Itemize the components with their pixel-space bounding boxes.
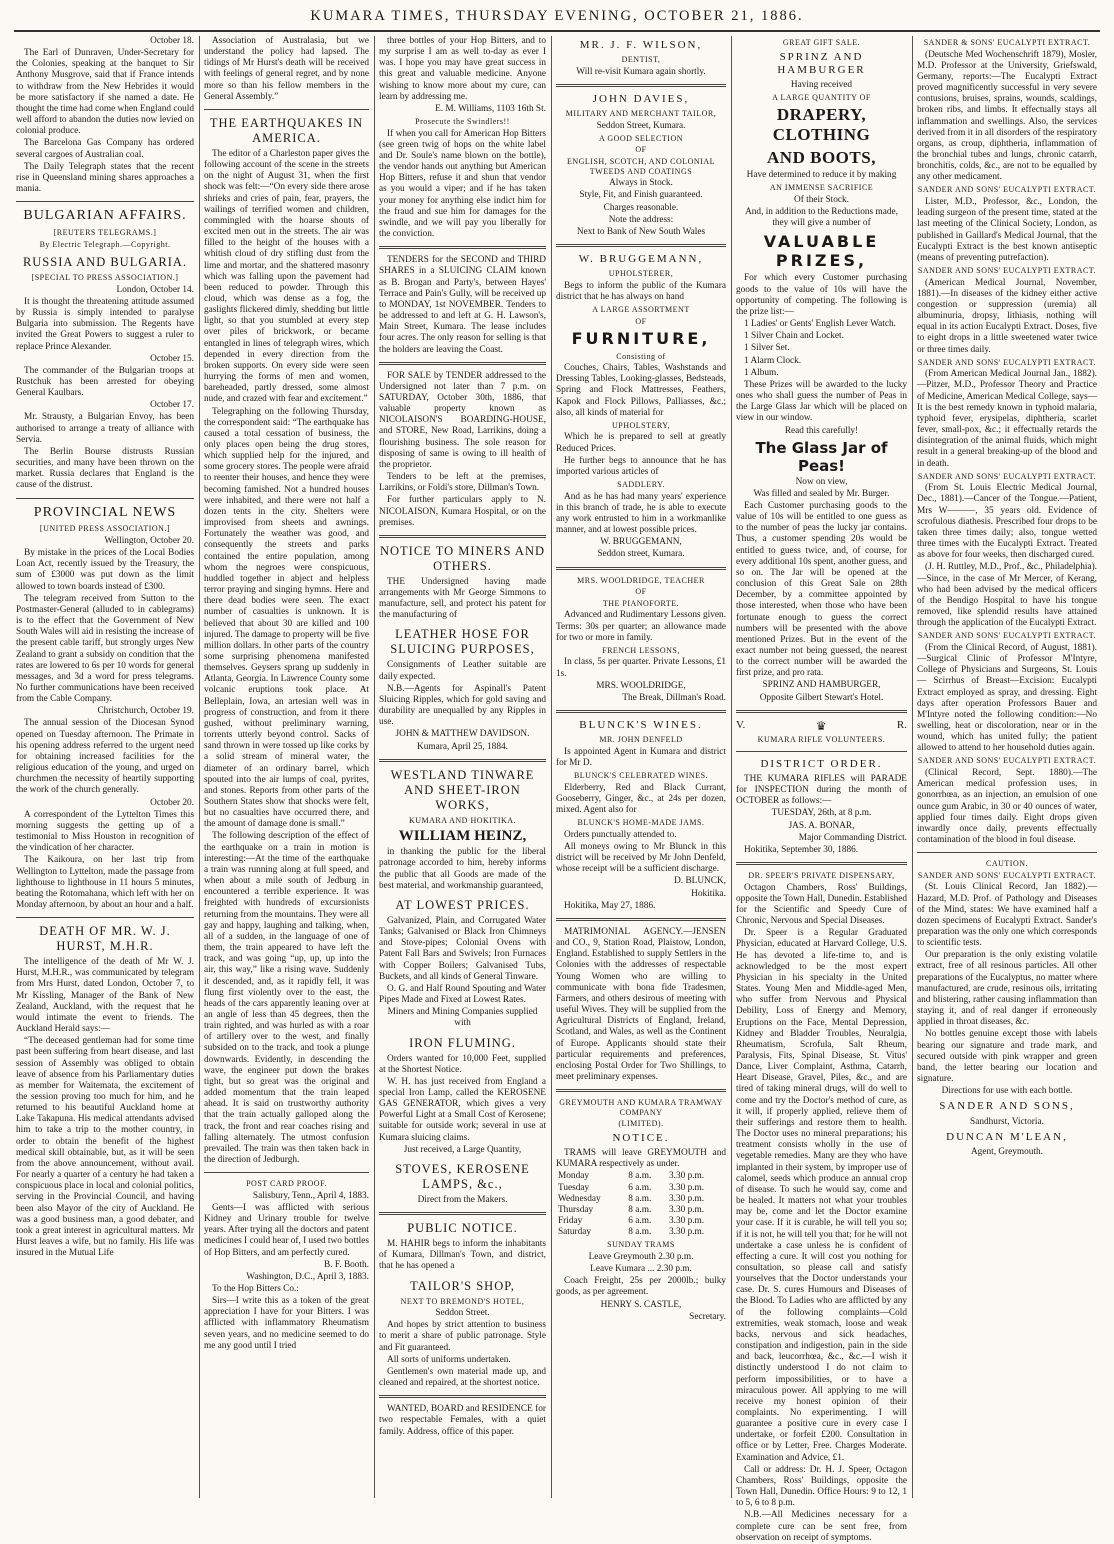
column-4	[556, 36, 726, 1498]
paragraph: Was filled and sealed by Mr. Burger.	[753, 488, 890, 499]
subhead: BLUNCK'S CELEBRATED WINES.	[573, 771, 709, 781]
masthead-rule	[14, 30, 1100, 32]
dateline: Kumara, April 25, 1884.	[417, 741, 508, 752]
subhead: AN IMMENSE SACRIFICE	[769, 183, 874, 193]
paragraph: These Prizes will be awarded to the lucky ones who shall guess the number of Peas in the Large Glass Jar which will be placed on view in our window.	[736, 379, 907, 424]
paragraph: And hopes by strict attention to business to merit a share of public patronage. Style and Fit guaranteed.	[379, 1320, 546, 1353]
paragraph: Telegraphing on the following Thursday, the correspondent said: “The earthquake has caused a total cessation of business, the only places open being the drug stores, which supplied help for the injured, and some grocery stores. The people were afraid to reenter their houses, and hence they were becoming famished. Not a hundred houses were inhabited, and there were not half a dozen tents in the city. Shelters were improvised from sheets and awnings. Fortunately the weather was good, and consequently the streets and parks contained the entire population, among whom the negroes were conspicuous, huddled together in abject and helpless terror praying and singing hymns. Here and there dead bodies were seen. The exact number of casualties is unknown. It is believed that about 30 are killed and 100 injured. The damage to property will be five million dollars. In other parts of the country some surprising phenomena manifested themselves. Geysers sprang up suddenly in Atlanta, Georgia. In Lawrence County some volcanic eruptions took place. At Belleplain, Iowa, an artesian well was in progress of construction, and from it there gushed, without preliminary warning, torrents utterly beyond control. Sacks of sand thrown in were tossed up like corks by a solid stream of mineral water, the diameter of an ordinary barrel, which spouted into the air lumps of coal, pyrites, and stones. Reports from other parts of the Southern States show that shocks were felt, but no casualties have occurred there, and the amount of damage done is small.”	[204, 406, 369, 830]
paragraph: All sorts of uniforms undertaken.	[387, 1354, 511, 1365]
paragraph: three bottles of your Hop Bitters, and to my surprise I am as well to-day as ever I was. I hope you may have great success in this great and valuable medicine. Anyone wishing to know more about my cure, can learn by addressing me.	[379, 36, 546, 102]
paragraph: Elderberry, Red and Black Currant, Gooseberry, Ginger, &c., at 24s per dozen, mixed. Agent also for	[556, 782, 726, 816]
subhead: OF	[635, 316, 647, 326]
paragraph: For further particulars apply to N. NICOLAISON, Kumara Hospital, or on the premises.	[379, 495, 546, 528]
paragraph: THE KUMARA RIFLES will PARADE for INSPECTION during the month of OCTOBER as follows:—	[736, 773, 907, 807]
signature: JOHN & MATTHEW DAVIDSON.	[395, 729, 530, 740]
paragraph: Octagon Chambers, Ross' Buildings, opposite the Town Hall, Dunedin. Established for the Scientific and Speedy Cure of Chronic, Nervous and Special Diseases.	[736, 882, 907, 927]
paragraph: N.B.—All Medicines necessary for a complete cure can be sent free, from observation on receipt of symptoms.	[736, 1510, 907, 1543]
headline: LEATHER HOSE FOR SLUICING PURPOSES,	[390, 627, 535, 657]
paragraph: The commander of the Bulgarian troops at Rustchuk has been arrested for obeying General Kaulbars.	[16, 365, 194, 399]
headline: PUBLIC NOTICE.	[407, 1221, 518, 1236]
list-item: 1 Album.	[744, 367, 779, 378]
paragraph: Association of Australasia, but we understand the policy had lapsed. The tidings of Mr Hurst's death will be received with feelings of general regret, and by none more so than his fellow members in the General Assembly.”	[204, 36, 369, 102]
headline: WESTLAND TINWARE AND SHEET-IRON WORKS,	[390, 767, 535, 812]
headline: BULGARIAN AFFAIRS.	[23, 208, 187, 224]
paragraph: Each Customer purchasing goods to the value of 10s will be entitled to one guess as to the number of peas the lucky jar contains. Thus, a customer spending 20s would be entitled to guess twice, and, of course, for every additional 10s spent, another guess, and so on. The Jar will be opened at the conclusion of this Great Sale on 28th December, by a committee appointed by those interested, when those who have been fortunate enough to guess the correct numbers will be presented with the above mentioned Prizes. But in the event of the exact number not being guessed, the nearest to the correct number will be awarded the first prize, and pro rata.	[736, 500, 907, 679]
subhead: By Electric Telegraph.—Copyright.	[39, 239, 171, 249]
paragraph: Leave Greymouth 2.30 p.m.	[588, 1251, 694, 1262]
subhead: MILITARY AND MERCHANT TAILOR,	[565, 109, 717, 119]
column-2	[204, 36, 369, 1498]
paragraph: N.B.—Agents for Aspinall's Patent Sluicing Ripples, which for gold saving and durability are unequalled by any Ripples in use.	[379, 683, 546, 728]
signature: HENRY S. CASTLE,	[600, 1299, 682, 1310]
paragraph: By mistake in the prices of the Local Bodies Loan Act, recently issued by the Treasury, the sum of £3000 was put down as the limit allowed to town boards instead of £300.	[16, 548, 194, 592]
divider	[379, 1212, 546, 1215]
divider	[204, 1172, 369, 1173]
paragraph: The following description of the effect of the earthquake on a train in motion is interesting:—At the time of the earthquake a train was running along at full speed, and when about a mile south of Jedburg in encountered a terrible experience. It was freighted with hundreds of excursionists returning from the mountains. They were all gay and happy, laughing and talking, when, all of a sudden, in the language of one of them, the train appeared to have left the track, and was going “up, up, up into the air, this way,” like a rising wave. Suddenly it descended, and, as it rapidly fell, it was flung first violently over to the east, the heads of the cars apparently leaning over at an angle of less than 45 degrees, then the train righted, and was hurled as with a roar of artillery over to the west, and finally subsided on to the track, and took a plunge downwards. Evidently, in descending the wave, the engineer put down the brakes tight, but so great was the original and added momentum that the train leaped ahead. It is said on trustworthy authority that the train actually galloped along the track, the front and rear coaches rising and falling alternately. The utmost confusion prevailed. The train was then taken back in the direction of Jedburgh.	[204, 831, 369, 1165]
paragraph: The Berlin Bourse distrusts Russian securities, and many have been thrown on the market. Russia declares that England is the cause of the distrust.	[16, 446, 194, 491]
paragraph: The editor of a Charleston paper gives the following account of the scene in the streets on the night of August 31, when the first shock was felt:—“On every side there arose shrieks and cries of pain, fear, prayers, the wailings of terrified women and children, commingled with the hoarse shouts of excited men out in the streets. The air was filled to the height of the houses with a whitish cloud of dry stifling dust from the lime and mortar, and the shattered masonry which was falling upon the pavement had been reduced to powder. Through this cloud, which was dense as a fog, the gaslights flickered dimly, shedding but little light, so that you stumbled at every step over piles of brickwork, or became entangled in lines of telegraph wires, which depended in every direction from the broken supports. On every side were seen hurrying the forms of men and women, bareheaded, partly dressed, some almost nude, and crazed with fear and excitement.”	[204, 148, 369, 405]
masthead: KUMARA TIMES, THURSDAY EVENING, OCTOBER 21, 1886.	[310, 8, 804, 24]
subhead: (LIMITED).	[618, 1119, 664, 1129]
divider	[556, 84, 726, 87]
paragraph: in thanking the public for the liberal patronage accorded to him, hereby informs the public that all Goods are made of the best material, and workmanship guaranteed,	[379, 847, 546, 891]
dateline: October 17.	[150, 400, 194, 411]
table-row: Saturday 8 a.m. 3.30 p.m.	[558, 1227, 705, 1238]
column-6	[917, 36, 1097, 1498]
subhead: OF	[635, 145, 647, 155]
paragraph: The Break, Dillman's Road.	[622, 692, 726, 703]
list-item: 1 Silver Chain and Locket.	[744, 331, 844, 342]
paragraph: Direct from the Makers.	[417, 1194, 508, 1205]
paragraph: Next to Bank of New South Wales	[576, 226, 706, 237]
subhead: SADDLERY.	[617, 480, 665, 490]
subhead: UPHOLSTERY,	[611, 420, 671, 430]
paragraph: Seddon Street.	[435, 1308, 490, 1319]
paragraph: The annual session of the Diocesan Synod opened on Tuesday afternoon. The Primate in his opening address referred to the urgent need for obtaining increased facilities for the religious education of the young, and urged on churchmen the necessity of heartily supporting the work of the church generally.	[16, 718, 194, 796]
paragraph: Agent, Greymouth.	[970, 1146, 1044, 1157]
headline: SANDER AND SONS' EUCALYPTI EXTRACT.	[917, 631, 1097, 641]
divider	[556, 918, 726, 921]
paragraph: “The deceased gentleman had for some time past been suffering from heart disease, and last session of Assembly was obliged to obtain leave of absence from his Parliamentary duties as member for Waitemata, the excitement of the session proving too much for him, and he returned to his beautiful Auckland home at Lake Takapuna. His medical attendants advised him to take a trip to the mother country, in order to obtain the benefit of the highest medical skill obtainable, but, as it will be seen from the above announcement, without avail. For nearly a quarter of a century he had taken a conspicuous place in local and colonial politics, serving in the Provincial Council, and having been also Mayor of the city of Auckland. He was a good business man, a good debater, and took a great interest in agricultural matters. Mr Hurst leaves a wife, but no family. His life was insured in the Mutual Life	[16, 1036, 194, 1259]
divider	[736, 862, 907, 865]
paragraph: The telegram received from Sutton to the Postmaster-General (alluded to in cablegrams) is to the effect that the Government of New South Wales will aid in resisting the increase of the present cable tariff, but strongly urges New Zealand to grant a subsidy on condition that the rates are lowered to 6s per 10 words for general messages, and 3d a word for press telegrams. No further communications have been received from the Cable Company.	[16, 593, 194, 705]
paragraph: Now on view,	[795, 476, 848, 487]
signature: W. BRUGGEMANN,	[600, 537, 682, 548]
headline: DISTRICT ORDER.	[760, 757, 883, 770]
paragraph: In class, 5s per quarter. Private Lessons, £1 1s.	[556, 657, 726, 679]
subhead: MR. JOHN DENFELD	[599, 735, 683, 745]
subhead: ENGLISH, SCOTCH, AND COLONIAL TWEEDS AND COATINGS	[566, 157, 716, 176]
paragraph: O. G. and Half Round Spouting and Water Pipes Made and Fixed at Lowest Rates.	[379, 983, 546, 1006]
paragraph: The Barcelona Gas Company has ordered several cargoes of Australian coal.	[16, 138, 194, 160]
paragraph: Directions for use with each bottle.	[941, 1086, 1073, 1097]
tram-timetable	[556, 1171, 726, 1238]
list-item: 1 Silver Set.	[744, 343, 790, 354]
column-5	[736, 36, 907, 1543]
divider	[204, 109, 369, 110]
paragraph: Advanced and Rudimentary Lessons given. Terms: 30s per quarter; an allowance made for two or more in family.	[556, 610, 726, 643]
headline: AND BOOTS,	[767, 147, 876, 167]
headline: SANDER AND SONS' EUCALYPTI EXTRACT.	[917, 266, 1097, 275]
column-divider	[199, 36, 200, 1498]
paragraph: THE Undersigned having made arrangements with Mr George Simmons to manufacture, sell, and protect his patent for the manufacturing of	[379, 576, 546, 621]
paragraph: TUESDAY, 26th, at 8 p.m.	[771, 808, 872, 819]
divider	[379, 362, 546, 365]
divider	[16, 201, 194, 202]
paragraph: Note the address:	[608, 214, 674, 225]
paragraph: Begs to inform the public of the Kumara district that he has always on hand	[556, 280, 726, 302]
paragraph: Opposite Gilbert Stewart's Hotel.	[759, 692, 884, 703]
signature: E. M. Williams, 1103 16th St.	[435, 103, 546, 114]
dateline: Hokitika, September 30, 1886.	[744, 844, 859, 855]
paragraph: Just received, a Large Quantity,	[403, 1144, 522, 1155]
signature: D. BLUNCK,	[674, 876, 726, 887]
paragraph: W. H. has just received from England a special Iron Lamp, called the KEROSENE GAS GENERATOR, which gives a very Powerful Light at a Small Cost of Kerosene; suitable for outside work; several in use at Kumara sluicing claims.	[379, 1076, 546, 1143]
advertisement: FOR SALE by TENDER addressed to the Undersigned not later than 7 p.m. on SATURDAY, October 30th, 1886, that valuable property known as NICOLAISON'S BOARDING-HOUSE, and STORE, New Road, Larrikins, doing a flourishing business. The sole reason for disposing of same is owing to ill health of the proprietor.	[379, 370, 546, 470]
headline: NOTICE TO MINERS AND OTHERS.	[379, 543, 546, 573]
table-row: Wednesday 8 a.m. 3.30 p.m.	[558, 1193, 705, 1204]
advertisement: WANTED, BOARD and RESIDENCE for two respectable Females, with a quiet family. Address, office of this paper.	[379, 1404, 546, 1437]
list-item: 1 Ladies' or Gents' English Lever Watch.	[744, 319, 896, 330]
headline: BLUNCK'S WINES.	[579, 719, 703, 732]
subhead: A LARGE QUANTITY OF	[772, 93, 871, 103]
table-row: Tuesday 6 a.m. 3.30 p.m.	[558, 1182, 705, 1193]
paragraph: To the Hop Bitters Co.:	[212, 1284, 299, 1294]
signature: MRS. WOOLDRIDGE,	[596, 680, 686, 691]
headline: AT LOWEST PRICES.	[395, 897, 530, 912]
paragraph: The intelligence of the death of Mr W. J. Hurst, M.H.R., was communicated by telegram from Mrs Hurst, dated London, October 7, to Mr Kissling, Manager of the Bank of New Zealand, Auckland, with the request that he would intimate the event to friends. The Auckland Herald says:—	[16, 957, 194, 1035]
signature: SPRINZ AND HAMBURGER,	[762, 680, 881, 691]
headline: THE EARTHQUAKES IN AMERICA.	[209, 115, 364, 145]
paragraph: And, in addition to the Reductions made, they will give a number of	[745, 206, 898, 228]
headline: SPRINZ AND HAMBURGER	[777, 50, 866, 76]
list-item: 1 Alarm Clock.	[744, 355, 802, 366]
paragraph: (From St. Louis Electric Medical Journal, Dec., 1881).—Cancer of the Tongue.—Patient, Mrs W———, 35 years old. Evidence of scrofulous diathesis. Prescribed four drops to be taken three times daily; also, tongue wetted three times with the Eucalypti Extract. Treated as above for four weeks, then discharged cured.	[917, 483, 1097, 561]
paragraph: (Clinical Record, Sept. 1880).—The American medical profession uses, in gonorrhœa, as an injection, an emulsion of one ounce gum Arabic, in 30 or 40 ounces of water, applied four times daily. Eight drops given inwardly once daily, prevents effectually contamination of the blood in foul disease.	[917, 768, 1097, 845]
paragraph: (Deutsche Med Wochenschrift 1879), Mosler, M.D. Professor at the University, Griefswald, Germany, reports:—The Eucalypti Extract proved magnificently successful in very severe contusions, bruises, sprains, wounds, scaldings, broken ribs, and limbs. It effectually stays all inflammation and swellings. Also, the services derived from it in all disorders of the respiratory organs, as croup, diphtheria, inflammation of the bronchial tubes and lungs, chronic catarrh, bronchitis, colds, &c., are not to be equalled by any other medicament.	[917, 49, 1097, 183]
headline: SANDER & SONS' EUCALYPTI EXTRACT.	[923, 38, 1091, 47]
column-divider	[731, 36, 732, 1498]
volunteer-crest-row	[736, 719, 907, 733]
subhead: [SPECIAL TO PRESS ASSOCIATION.]	[31, 273, 179, 283]
paragraph: M. HAHIR begs to inform the inhabitants of Kumara, Dillman's Town, and district, that he has opened a	[379, 1239, 546, 1272]
paragraph: Gents—I was afflicted with serious Kidney and Urinary trouble for twelve years. After trying all the doctors and patent medicines I could hear of, I used two bottles of Hop Bitters, and am perfectly cured.	[204, 1202, 369, 1258]
headline: SANDER AND SONS' EUCALYPTI EXTRACT.	[917, 357, 1097, 367]
column-1	[16, 36, 194, 1498]
paragraph: Consignments of Leather suitable are daily expected.	[379, 660, 546, 682]
headline: IRON FLUMING.	[409, 1035, 516, 1050]
paragraph: Dr. Speer is a Regular Graduated Physician, educated at Harvard College, U.S. He has devoted a life-time to, and is acknowledged to be the most expert Physician in his specialty in the United States. Young Men and Middle-aged Men, who suffer from Nervous and Physical Debility, Loss of Energy and Memory, Eruptions on the Face, Mental Depression, Kidney and Bladder Troubles, Neuralgia, Rheumatism, Scrofula, Salt Rheum, Paralysis, Fits, Spinal Disease, St. Vitus' Dance, Liver Complaint, Asthma, Catarrh, Heart Disease, Gravel, Piles, &c., and are tired of taking mineral drugs, will do well to come and try the Doctor's method of cure, as it will, if properly applied, relieve them of their sufferings and restore them to health. The Doctor uses no mineral preparations; his treatment consists wholly in the use of vegetable remedies. Many are they who have implanted in their system, by improper use of calomel, seeds which produce an annual crop of disease. To such he would say, come and be healed. It matters not what your troubles may be, come and let the Doctor examine your case. If it is curable, he will tell you so; if it is not, he will tell you that; for he will not undertake a case unless he is confident of effecting a cure. It will cost you nothing for consultation, so please call and satisfy yourselves that the Doctor understands your case. Dr. S. cures Humours and Diseases of the Blood. To Ladies who are afflicted by any of the following complaints—Cold extremities, weak stomach, loose and weak backs, nervous and sick headaches, constipation and indigestion, pain in the side and back, leucorrhœa, &c., &c.—I wish it distinctly understood I do not claim to perform impossibilities, or to have a miraculous power. All applying to me will receive my honest opinion of their complaints. No experimenting. I will guarantee a positive cure in every case I undertake, or forfeit £200. Consultation in office or by Letter, Free. Charges Moderate. Examination and Advice, £1.	[736, 928, 907, 1463]
headline: KUMARA RIFLE VOLUNTEERS.	[757, 735, 886, 745]
dateline: Hokitika, May 27, 1886.	[564, 900, 656, 911]
headline: GREAT GIFT SALE.	[782, 38, 861, 47]
paragraph: Call or address: Dr. H. J. Speer, Octagon Chambers, Ross' Buildings, opposite the Town Hall, Dunedin. Office Hours: 9 to 12, 1 to 5, 6 to 8 p.m.	[736, 1464, 907, 1509]
paragraph: (From the Clinical Record, of August, 1881).—Surgical Clinic of Professor M'Intyre, College of Physicians and Surgeons, St. Louis — Scirrhus of Breast—Excision: Eucalypti Extract employed as spray, and dressing. Eight days after operation Professors Bauer and M'Intyre noted the following condition:—No swelling, heat or discoloration, near or in the wound, which has united fully; the patient allowed to attend to her household duties again.	[917, 642, 1097, 754]
subhead: [UNITED PRESS ASSOCIATION.]	[39, 524, 171, 534]
paragraph: It is thought the threatening attitude assumed by Russia is simply intended to paralyse Bulgaria into submission. The Regents have invited the Great Powers to suggest a ruler to replace Prince Alexander.	[16, 296, 194, 352]
dateline: Washington, D.C., April 3, 1883.	[246, 1271, 369, 1282]
paragraph: Gentlemen's own material made up, and cleaned and repaired, at the shortest notice.	[379, 1366, 546, 1389]
dateline: October 18.	[150, 36, 194, 46]
headline: DRAPERY, CLOTHING	[772, 104, 871, 145]
headline: DEATH OF MR. W. J. HURST, M.H.R.	[39, 924, 171, 954]
paragraph: Sandhurst, Victoria.	[970, 1116, 1044, 1127]
paragraph: Style, Fit, and Finish guaranteed.	[579, 190, 703, 201]
headline: POST CARD PROOF.	[246, 1179, 327, 1189]
paragraph: Seddon Street, Kumara.	[596, 120, 686, 131]
dateline: London, October 14.	[116, 284, 194, 295]
paragraph: TRAMS will leave GREYMOUTH and KUMARA respectively as under.	[556, 1148, 726, 1170]
dateline: October 20.	[150, 797, 194, 808]
paragraph: Galvanized, Plain, and Corrugated Water Tanks; Galvanised or Black Iron Chimneys and Stove-pipes; Colonial Ovens with Patent Fall Bars and Swivels; Iron Furnaces with Copper Boilers; Galvanised Tubs, Buckets, and all kinds of General Tinware.	[379, 915, 546, 982]
headline: SANDER AND SONS' EUCALYPTI EXTRACT.	[917, 756, 1097, 766]
divider	[16, 498, 194, 499]
divider	[556, 244, 726, 247]
paragraph: The Earl of Dunraven, Under-Secretary for the Colonies, speaking at the banquet to Sir Anthony Musgrove, said that if France intends to withdraw from the New Hebrides it would be more satisfactory if she named a date. He thought the time had come when England could well afford to abandon the duties now levied on colonial produce.	[16, 48, 194, 137]
paragraph: Mr. Strausty, a Bulgarian Envoy, has been authorised to arrange a treaty of alliance with Servia.	[16, 412, 194, 445]
headline: MR. J. F. WILSON,	[579, 39, 703, 51]
divider	[379, 759, 546, 762]
table-row: Friday 6 a.m. 3.30 p.m.	[558, 1216, 705, 1227]
subhead: THE PIANOFORTE.	[602, 598, 680, 608]
paragraph: Have determined to reduce it by making	[746, 169, 897, 180]
headline: STOVES, KEROSENE LAMPS, &c.,	[395, 1161, 530, 1191]
headline: CAUTION.	[986, 859, 1028, 869]
subhead: [REUTERS TELEGRAMS.]	[53, 227, 157, 237]
advertisement: MATRIMONIAL AGENCY.—JENSEN and CO., 9, Station Road, Plaistow, London, England. Established to supply Settlers in the Colonies with the addresses of respectable Young Women who are willing to communicate with bona fide Tradesmen, Farmers, and others desirous of meeting with useful Wives. They will be supplied from the Agricultural Districts of England, Ireland, Scotland, and Wales, as well as the Continent of Europe. Applicants should state their particular requirements and preferences, enclosing Postal Order for Two Shillings, to meet preliminary expenses.	[556, 926, 726, 1082]
crown-icon: ♛	[815, 718, 827, 733]
divider	[736, 751, 907, 752]
paragraph: Always in Stock.	[609, 178, 673, 189]
dateline: October 15.	[150, 353, 194, 364]
subhead: BLUNCK'S HOME-MADE JAMS.	[577, 818, 705, 828]
headline: WILLIAM HEINZ,	[398, 828, 527, 845]
headline: SANDER AND SONS' EUCALYPTI EXTRACT.	[917, 471, 1097, 481]
paragraph: Is appointed Agent in Kumara and district for Mr D.	[556, 746, 726, 769]
dateline: Wellington, October 20.	[104, 535, 194, 546]
paragraph: (American Medical Journal, November, 1881).—In diseases of the kidney either active congestion or suppression (uremia) all albuminuria, dropsy, lithiasis, nothing will equal in its action Eucalypti Extract. Doses, five to eight drops in a little sweetened water twice or three times daily.	[917, 277, 1097, 355]
paragraph: Having received	[790, 79, 853, 90]
divider	[736, 710, 907, 713]
divider	[379, 246, 546, 249]
subhead: NEXT TO BREMOND'S HOTEL,	[400, 1296, 525, 1306]
divider	[379, 1395, 546, 1398]
headline: SANDER AND SONS' EUCALYPTI EXTRACT.	[917, 185, 1097, 195]
dateline: Salisbury, Tenn., April 4, 1883.	[252, 1190, 369, 1201]
paragraph: Which he is prepared to sell at greatly Reduced Prices.	[556, 432, 726, 454]
paragraph: Orders wanted for 10,000 Feet, supplied at the Shortest Notice.	[379, 1053, 546, 1075]
divider	[917, 852, 1097, 853]
headline: NOTICE.	[612, 1131, 670, 1144]
subhead: DENTIST,	[621, 55, 661, 65]
paragraph: Orders punctually attended to.	[564, 829, 677, 840]
headline: FURNITURE,	[571, 329, 711, 349]
divider	[556, 567, 726, 570]
headline: The Glass Jar of Peas!	[755, 438, 888, 475]
paragraph: Of their Stock.	[794, 194, 849, 205]
signature: Secretary.	[689, 1311, 726, 1322]
paragraph: For which every Customer purchasing goods to the value of 10s will have the opportunity of competing. The following is the prize list:—	[736, 273, 907, 317]
headline: W. BRUGGEMANN,	[578, 253, 704, 266]
paragraph: Lister, M.D., Professor, &c., London, the leading surgeon of the present time, stated at the last meeting of the Clinical Society, London, as published in Gaillard's Medical Journal, that the Eucalypti Extract is the best known antiseptic (means of preventing putrefaction).	[917, 197, 1097, 263]
divider	[556, 1089, 726, 1092]
signature: DUNCAN M'LEAN,	[946, 1130, 1068, 1143]
paragraph: Coach Freight, 25s per 2000lb.; bulky goods, as per agreement.	[556, 1276, 726, 1298]
paragraph: And as he has had many years' experience in this branch of trade, he is able to execute any work entrusted to him in a workmanlike manner, and at lowest possible prices.	[556, 491, 726, 536]
paragraph: Leave Kumara ... 2.30 p.m.	[590, 1264, 692, 1275]
paragraph: Couches, Chairs, Tables, Washstands and Dressing Tables, Looking-glasses, Bedsteads, Spring and Flock Mattresses, Feathers, Kapok and Flock Pillows, Palliasses, &c.; also, all kinds of material for	[556, 363, 726, 418]
paragraph: Read this carefully!	[784, 425, 859, 436]
column-divider	[374, 36, 375, 1498]
paragraph: (From American Medical Journal Jan., 1882).—Pitzer, M.D., Professor Theory and Practice of Medicine, American Medical College, says—It is the best remedy known in typhoid malaria, typhoid fever, erysipelas, diphtheria, scarlet fever, small-pox, &c.; it effectually retards the disintegration of the animal fluids, which might result in a general breaking-up of the blood and in death.	[917, 369, 1097, 469]
paragraph: Our preparation is the only existing volatile extract, free of all resinous particles. All other preparations of the Eucalyptus, no matter where manufactured, are crude, resinous oils, irritating and blistering, rather causing inflammation than staying it, and of real danger if erroneously applied in throat diseases, &c.	[917, 950, 1097, 1028]
paragraph: No bottles genuine except those with labels bearing our signature and trade mark, and secured outside with pink wrapper and green band, the letter bearing our location and signature.	[917, 1029, 1097, 1084]
paragraph: The Daily Telegraph states that the recent rise in Queensland mining shares approaches a mania.	[16, 161, 194, 195]
column-divider	[912, 36, 913, 1498]
paragraph: The Kaikoura, on her last trip from Wellington to Lyttelton, made the passage from lighthouse to lighthouse in 11 hours 5 minutes, beating the Rotomahana, which left with her on Monday afternoon, by about an hour and a half.	[16, 855, 194, 910]
paragraph: He further begs to announce that he has imported various articles of	[556, 455, 726, 477]
paragraph: (St. Louis Clinical Record, Jan 1882).—Hazard, M.D. Prof. of Pathology and Diseases of the Mind, states: We have examined half a dozen specimens of Eucalypti Extract. Sander's preparation was the only one which corresponds to scientific tests.	[917, 882, 1097, 949]
subhead: SUNDAY TRAMS	[607, 1240, 675, 1250]
signature: Hokitika.	[691, 888, 726, 899]
headline: JOHN DAVIES,	[592, 92, 690, 105]
paragraph: Will re-visit Kumara again shortly.	[576, 66, 706, 77]
column-3	[379, 36, 546, 1498]
headline: RUSSIA AND BULGARIA.	[22, 255, 188, 270]
paragraph: Charges reasonable.	[603, 202, 679, 213]
paragraph: Miners and Mining Companies supplied with	[387, 1007, 538, 1029]
column-divider	[551, 36, 552, 1498]
signature: JAS. A. BONAR,	[788, 820, 855, 831]
paragraph: Sirs—I write this as a token of the great appreciation I have for your Bitters. I was afflicted with inflammatory Rheumatism seven years, and no medicine seemed to do me any good until I tried	[204, 1296, 369, 1351]
headline: VALUABLE PRIZES,	[763, 232, 880, 271]
paragraph: Major Commanding District.	[798, 832, 907, 843]
headline: PROVINCIAL NEWS	[33, 504, 177, 520]
subhead: UPHOLSTERER,	[608, 269, 674, 279]
divider	[16, 917, 194, 918]
headline: GREYMOUTH AND KUMARA TRAMWAY COMPANY	[559, 1098, 723, 1117]
signature: B. F. Booth.	[324, 1259, 369, 1270]
table-row: Monday 8 a.m. 3.30 p.m.	[558, 1171, 705, 1182]
divider	[556, 710, 726, 713]
paragraph: Seddon street, Kumara.	[597, 549, 685, 560]
subhead: FRENCH LESSONS,	[602, 645, 680, 655]
paragraph: A correspondent of the Lyttelton Times this morning suggests the getting up of a testimonial to Miss Houston in recognition of the vindication of her character.	[16, 809, 194, 854]
headline: MRS. WOOLDRIDGE, TEACHER	[577, 575, 705, 585]
subhead: Consisting of	[616, 351, 666, 361]
paragraph: If when you call for American Hop Bitters (see green twig of hops on the white label and Dr. Soule's name blown on the bottle), the vendor hands out anything but American Hop Bitters, refuse it and shun that vendor as you would a viper; and if he has taken your money for anything else indict him for the fraud and sue him for damages for the swindle, and we will pay you liberally for the conviction.	[379, 128, 546, 240]
headline: SANDER AND SONS' EUCALYPTI EXTRACT.	[917, 870, 1097, 880]
headline: TAILOR'S SHOP,	[410, 1278, 515, 1293]
table-row: Thursday 8 a.m. 3.30 p.m.	[558, 1204, 705, 1215]
paragraph: Tenders to be left at the premises, Larrikins, or Foldi's store, Dillman's Town.	[379, 472, 546, 494]
advertisement: TENDERS for the SECOND and THIRD SHARES in a SLUICING CLAIM known as B. Brogan and Party's, between Hayes' Terrace and Pain's Gully, will be received up to MONDAY, 1st NOVEMBER. Tenders to be addressed to and left at G. H. Lawson's, Main Street, Kumara. The lease includes four acres. The only reason for selling is that the holders are leaving the Coast.	[379, 255, 546, 355]
subhead: OF	[635, 587, 647, 597]
subhead: A GOOD SELECTION	[599, 133, 683, 143]
divider	[379, 535, 546, 538]
crest-letter: R.	[896, 719, 907, 732]
crest-letter: V.	[736, 719, 746, 732]
subhead: A LARGE ASSORTMENT	[592, 305, 690, 315]
headline: Prosecute the Swindlers!!	[415, 117, 510, 127]
subhead: KUMARA AND HOKITIKA.	[408, 815, 517, 825]
signature: SANDER AND SONS,	[939, 1100, 1075, 1113]
paragraph: (J. H. Ruttley, M.D., Prof., &c., Philadelphia).—Since, in the case of Mr Mercer, of Kerang, who had been advised by the medical officers of the Bendigo Hospital to have his tongue removed, like splendid results have attained through the application of the Eucalypti Extract.	[917, 562, 1097, 629]
headline: DR. SPEER'S PRIVATE DISPENSARY,	[748, 871, 895, 881]
dateline: Christchurch, October 19.	[97, 706, 194, 717]
paragraph: All moneys owing to Mr Blunck in this district will be received by Mr John Denfeld, whose receipt will be a sufficient discharge.	[556, 842, 726, 875]
